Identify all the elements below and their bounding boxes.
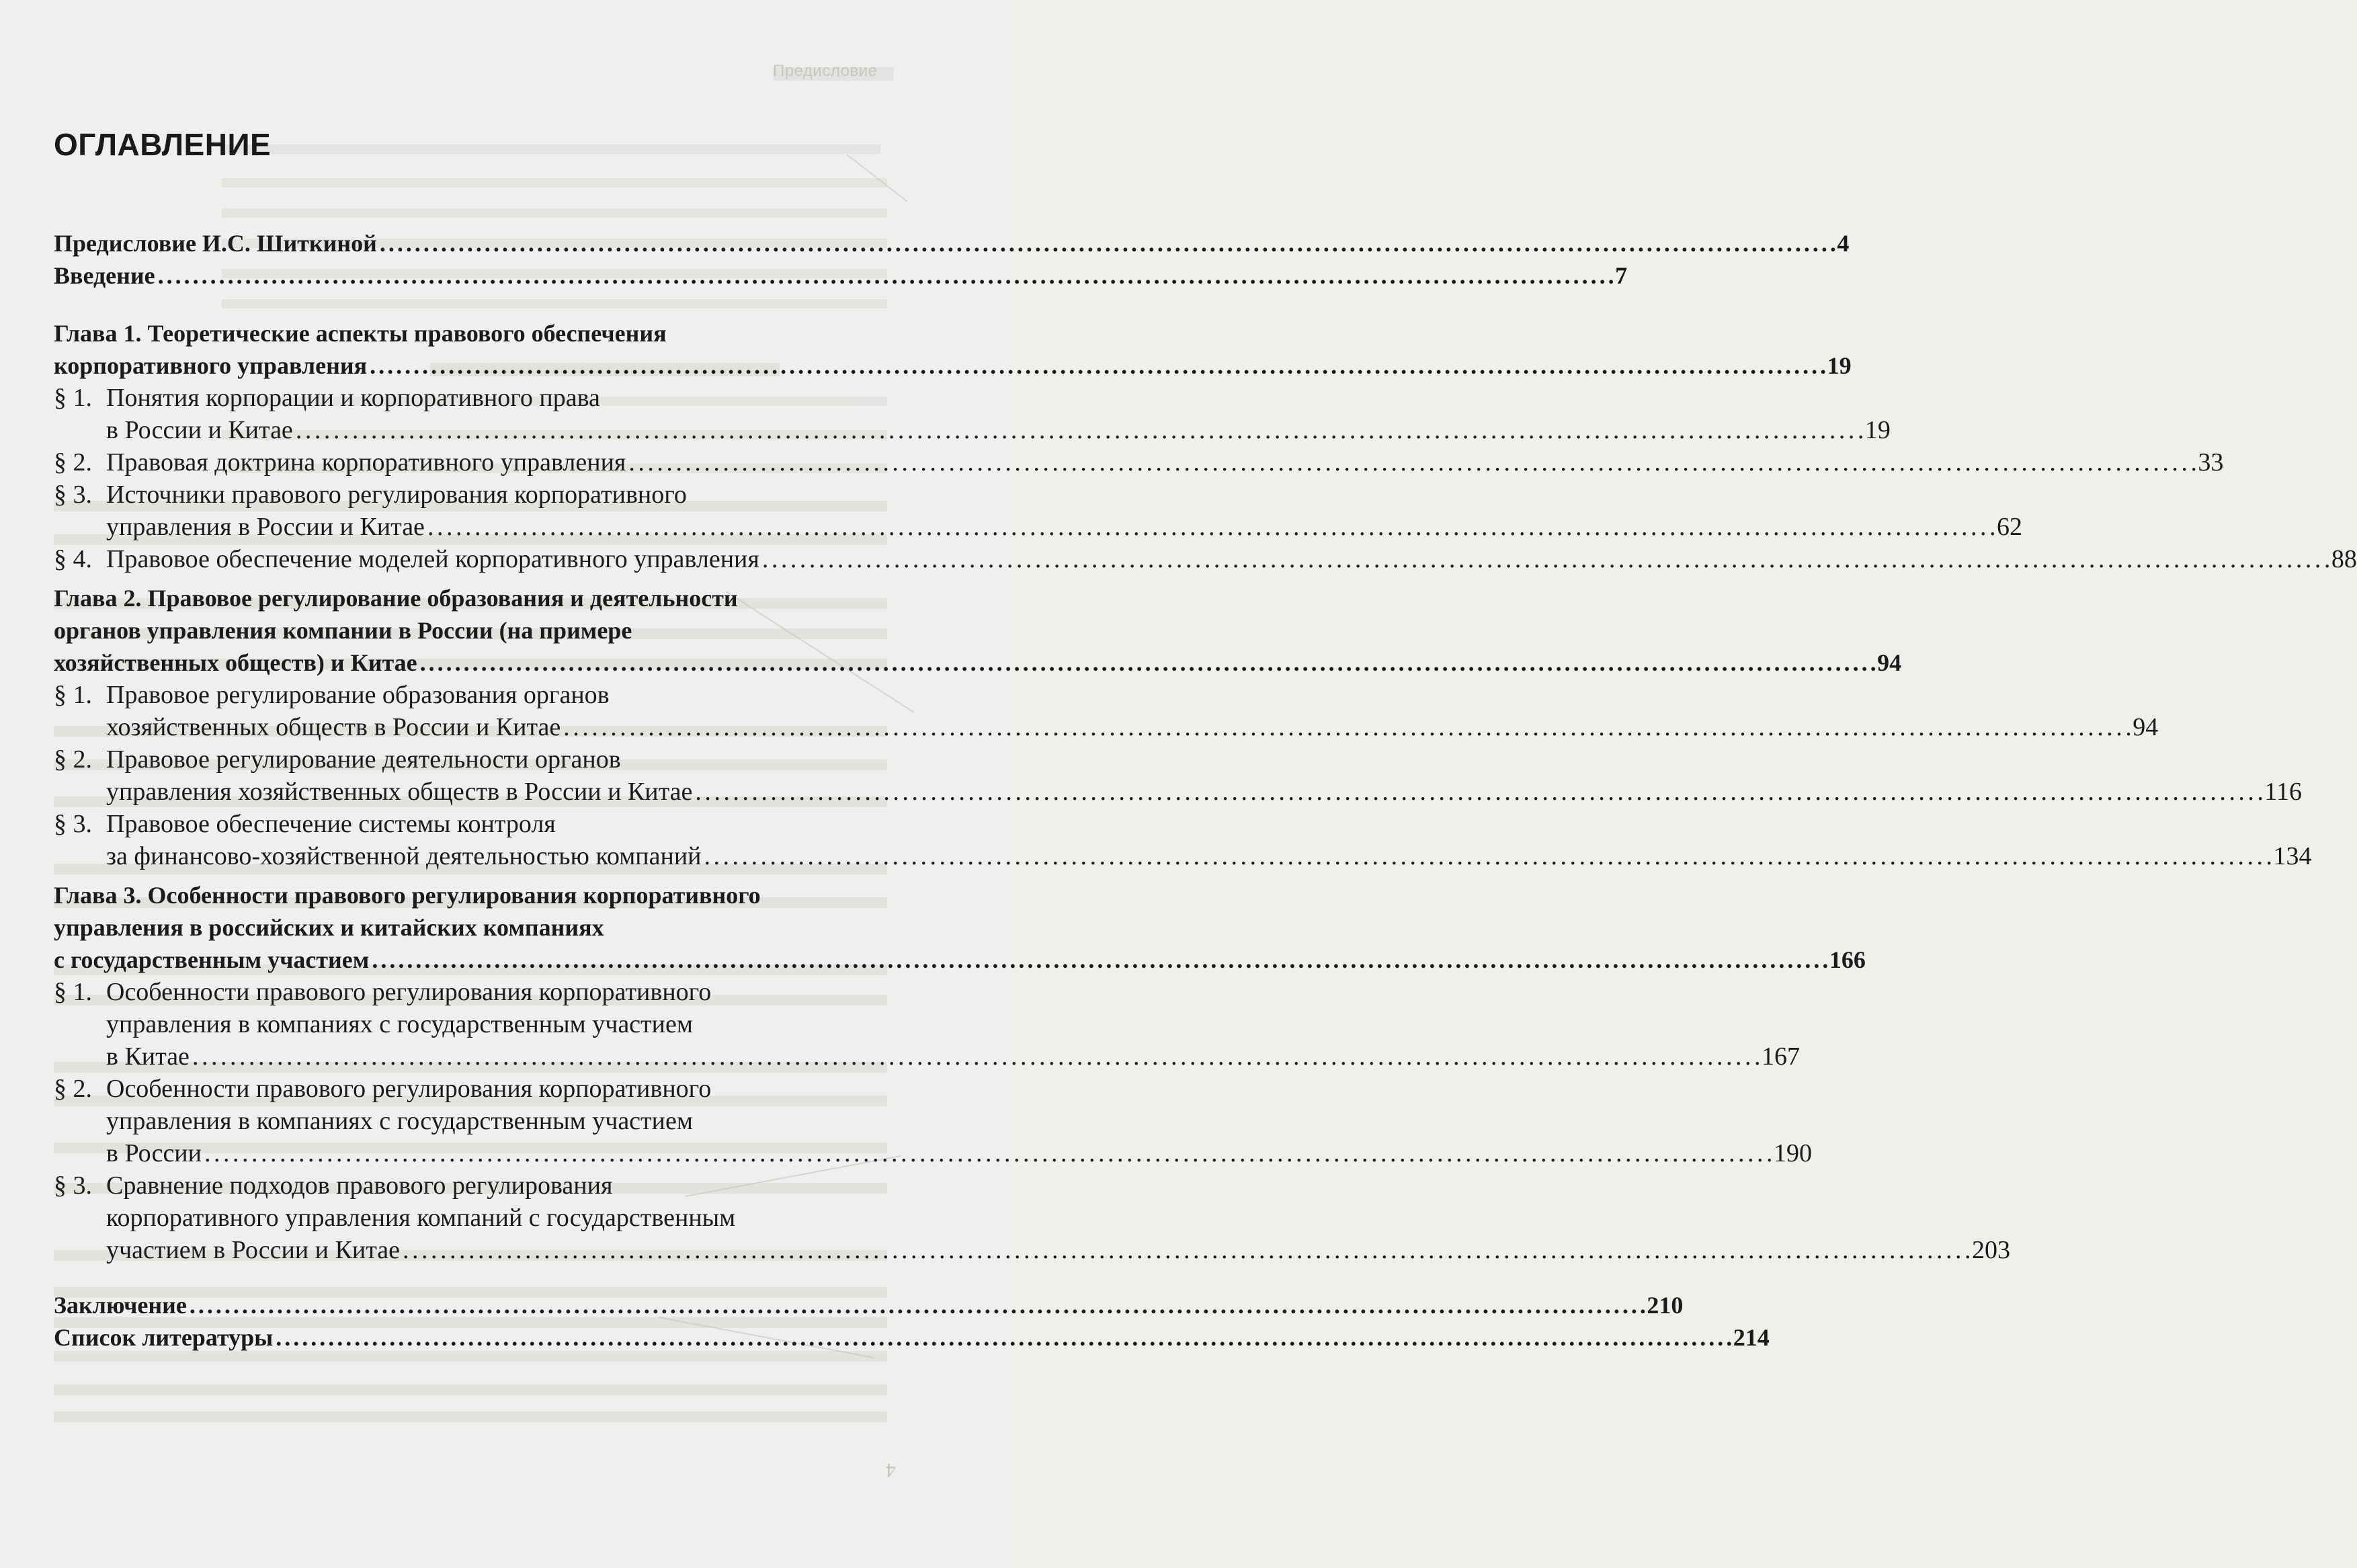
section-title-line: участием в России и Китае (106, 1236, 400, 1264)
toc-page-number: 94 (2133, 713, 2159, 741)
toc-page-number: 4 (1837, 230, 1850, 257)
toc-page-number: 167 (1761, 1042, 1800, 1071)
toc-page-number: 62 (1996, 513, 2022, 541)
toc-chapter-3[interactable] (54, 879, 1866, 976)
page-number: 4 (886, 1459, 896, 1481)
section-title-line: Правовое обеспечение системы контроля (106, 810, 556, 838)
leader-dots (276, 1321, 1731, 1354)
toc-chapter-2[interactable] (54, 582, 1902, 679)
toc-section-1-3[interactable] (54, 479, 2022, 543)
toc-section-1-4[interactable] (54, 543, 2357, 575)
section-title-line: корпоративного управления компаний с государственным (106, 1204, 736, 1232)
section-title-line: в Китае (106, 1042, 190, 1071)
chapter-heading-line: органов управления компании в России (на примере (54, 617, 632, 644)
toc-section-3-1[interactable] (54, 976, 1800, 1073)
section-title-line: Особенности правового регулирования корпоративного (106, 978, 712, 1006)
section-number: § 3. (54, 1171, 92, 1200)
chapter-heading-line: с государственным участием (54, 946, 370, 973)
toc-page-number: 33 (2198, 448, 2224, 477)
toc-section-3-3[interactable] (54, 1169, 2010, 1266)
toc-entry-label: Введение (54, 262, 155, 289)
section-title-line: в России (106, 1139, 202, 1167)
toc-section-2-1[interactable] (54, 679, 2159, 743)
section-number: § 2. (54, 1075, 92, 1103)
toc-title: ОГЛАВЛЕНИЕ (54, 127, 272, 162)
toc-section-3-2[interactable] (54, 1073, 1812, 1169)
section-title-line: управления в компаниях с государственным участием (106, 1010, 693, 1038)
toc-entry-intro[interactable] (54, 259, 1628, 292)
section-number: § 3. (54, 810, 92, 838)
toc-section-2-2[interactable] (54, 743, 2302, 808)
toc-entry-bibliography[interactable] (54, 1321, 1770, 1354)
section-title-line: Правовая доктрина корпоративного управления (106, 448, 626, 477)
section-number: § 1. (54, 978, 92, 1006)
section-title-line: управления в компаниях с государственным участием (106, 1107, 693, 1135)
leader-dots (296, 414, 1862, 446)
chapter-heading-line: хозяйственных обществ) и Китае (54, 649, 417, 676)
section-title-line: Особенности правового регулирования корпоративного (106, 1075, 712, 1103)
toc-entry-label: Предисловие И.С. Шиткиной (54, 230, 377, 257)
leader-dots (158, 259, 1613, 292)
leader-dots (420, 647, 1875, 679)
leader-dots (762, 543, 2329, 575)
section-number: § 3. (54, 481, 92, 509)
toc-page-number: 214 (1733, 1324, 1770, 1351)
chapter-heading-line: управления в российских и китайских компаниях (54, 914, 604, 941)
section-title-line: Источники правового регулирования корпоративного (106, 481, 687, 509)
leader-dots (628, 446, 2195, 479)
table-of-contents (54, 227, 2357, 1354)
toc-page-number: 134 (2273, 842, 2312, 870)
leader-dots (563, 711, 2130, 743)
toc-page-number: 203 (1972, 1236, 2010, 1264)
section-title-line: управления в России и Китае (106, 513, 425, 541)
toc-entry-label: Заключение (54, 1292, 187, 1319)
section-number: § 1. (54, 681, 92, 709)
chapter-heading-line: Глава 2. Правовое регулирование образования и деятельности (54, 585, 738, 612)
chapter-heading-line: Глава 3. Особенности правового регулирования корпоративного (54, 882, 761, 909)
toc-chapter-1[interactable] (54, 317, 1852, 382)
leader-dots (704, 840, 2271, 872)
toc-section-1-2[interactable] (54, 446, 2224, 479)
section-title-line: за финансово-хозяйственной деятельностью компаний (106, 842, 702, 870)
section-number: § 2. (54, 448, 92, 477)
leader-dots (403, 1234, 1969, 1266)
section-title-line: управления хозяйственных обществ в России и Китае (106, 778, 693, 806)
leader-dots (370, 349, 1825, 382)
section-title-line: Понятия корпорации и корпоративного права (106, 384, 600, 412)
chapter-heading-line: Глава 1. Теоретические аспекты правового обеспечения (54, 320, 667, 347)
section-title-line: Правовое регулирование образования органов (106, 681, 610, 709)
toc-page-number: 210 (1647, 1292, 1684, 1319)
section-number: § 4. (54, 545, 92, 573)
leader-dots (695, 776, 2262, 808)
leader-dots (372, 944, 1827, 976)
leader-dots (427, 511, 1994, 543)
running-head: Предисловие (773, 62, 878, 80)
chapter-heading-line: корпоративного управления (54, 352, 368, 379)
section-title-line: хозяйственных обществ в России и Китае (106, 713, 561, 741)
leader-dots (192, 1040, 1759, 1073)
toc-page-number: 116 (2264, 778, 2302, 806)
leader-dots (190, 1289, 1645, 1321)
toc-page-number: 166 (1829, 946, 1866, 973)
toc-entry-preface[interactable] (54, 227, 1850, 259)
leader-dots (204, 1137, 1771, 1169)
toc-page-number: 190 (1773, 1139, 1812, 1167)
toc-section-2-3[interactable] (54, 808, 2312, 872)
toc-entry-conclusion[interactable] (54, 1289, 1684, 1321)
section-number: § 2. (54, 745, 92, 774)
section-number: § 1. (54, 384, 92, 412)
toc-page-number: 88 (2331, 545, 2357, 573)
toc-page-number: 94 (1877, 649, 1902, 676)
toc-page-number: 7 (1615, 262, 1628, 289)
section-title-line: Сравнение подходов правового регулирования (106, 1171, 613, 1200)
toc-section-1-1[interactable] (54, 382, 1891, 446)
section-title-line: Правовое обеспечение моделей корпоративного управления (106, 545, 759, 573)
section-title-line: в России и Китае (106, 416, 293, 444)
section-title-line: Правовое регулирование деятельности органов (106, 745, 621, 774)
toc-page-number: 19 (1864, 416, 1891, 444)
leader-dots (380, 227, 1835, 259)
toc-page-number: 19 (1827, 352, 1852, 379)
toc-entry-label: Список литературы (54, 1324, 274, 1351)
